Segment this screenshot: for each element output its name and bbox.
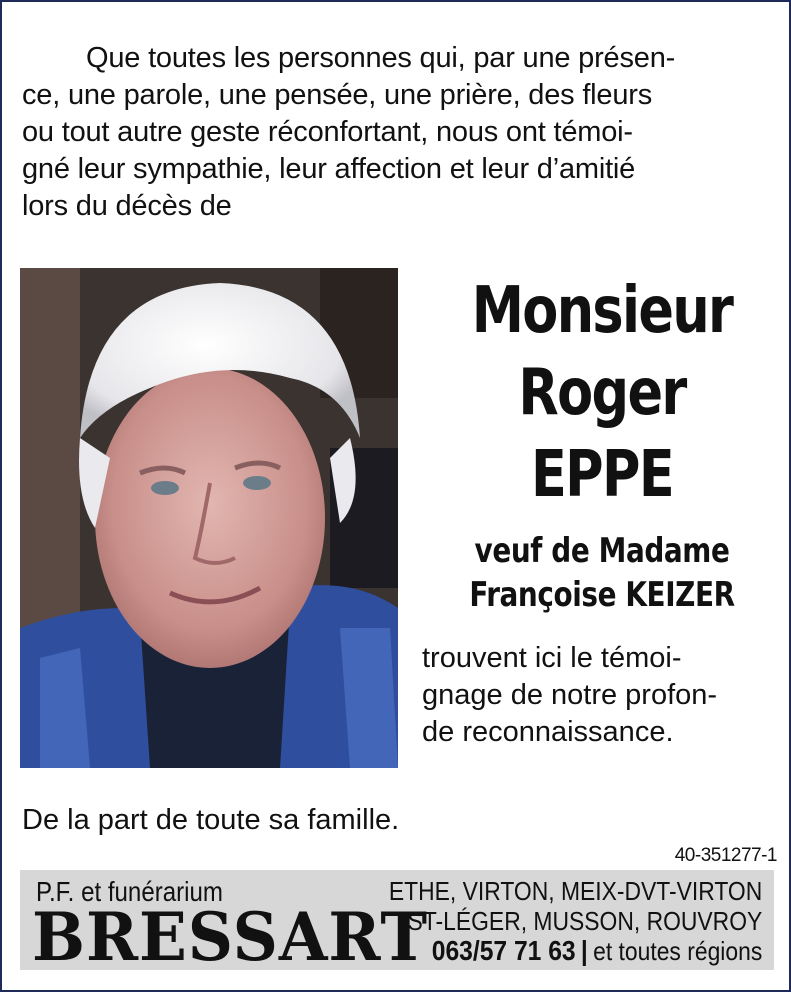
intro-line: lors du décès de (22, 190, 232, 222)
funeral-home-locations (338, 876, 762, 966)
portrait-image (20, 268, 398, 768)
title-mister: Monsieur (471, 274, 733, 348)
intro-line: gné leur sympathie, leur affection et leur d’amitié (22, 153, 636, 185)
funeral-home-label: P.F. et funérarium (36, 876, 223, 907)
portrait-photo (20, 268, 398, 768)
thanks-line: trouvent ici le témoi- (422, 642, 682, 674)
thanks-paragraph (422, 640, 772, 751)
widow-line-2: Françoise KEIZER (469, 575, 735, 615)
separator: | (580, 935, 588, 966)
widow-of (412, 529, 791, 617)
family-signature: De la part de toute sa famille. (22, 804, 400, 836)
deceased-name (412, 270, 791, 516)
intro-line: Que toutes les personnes qui, par une présen- (86, 42, 676, 74)
funeral-home-brand: BRESSART (32, 898, 428, 976)
last-name: EPPE (530, 438, 674, 512)
reference-number: 40-351277-1 (674, 845, 777, 866)
thanks-line: de reconnaissance. (422, 716, 674, 748)
locations-line-2: ST-LÉGER, MUSSON, ROUVROY (407, 906, 762, 936)
coverage-text: et toutes régions (592, 936, 762, 966)
intro-line: ou tout autre geste réconfortant, nous ont témoi- (22, 116, 633, 148)
widow-line-1: veuf de Madame (474, 531, 730, 571)
contact-row (389, 936, 762, 966)
locations-line-1: ETHE, VIRTON, MEIX-DVT-VIRTON (388, 876, 762, 906)
intro-line: ce, une parole, une pensée, une prière, des fleurs (22, 79, 653, 111)
intro-paragraph (22, 40, 774, 225)
thanks-line: gnage de notre profon- (422, 679, 718, 711)
funeral-home-banner (20, 870, 774, 976)
phone-number: 063/57 71 63 (431, 935, 576, 966)
first-name: Roger (518, 356, 686, 430)
